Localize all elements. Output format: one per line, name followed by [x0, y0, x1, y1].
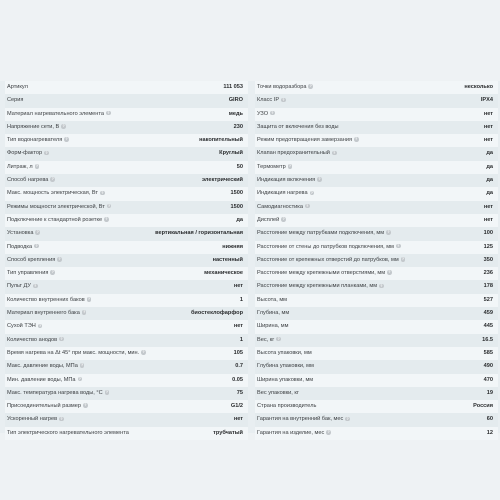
spec-label-text: Расстояние между крепежными планками, мм — [257, 283, 378, 290]
spec-label — [257, 374, 313, 387]
spec-row — [5, 201, 248, 214]
spec-row — [5, 374, 248, 387]
spec-value: да — [236, 216, 243, 223]
spec-label — [7, 280, 38, 293]
spec-label-text: Установка — [7, 230, 34, 237]
spec-value: 527 — [483, 296, 493, 303]
spec-value: да — [486, 190, 493, 197]
info-icon[interactable]: ? — [288, 164, 292, 168]
spec-row — [5, 121, 248, 134]
spec-value: 100 — [483, 230, 493, 237]
spec-row — [5, 347, 248, 360]
spec-row — [255, 427, 498, 440]
spec-label — [7, 347, 146, 360]
spec-row — [255, 347, 498, 360]
info-icon[interactable]: ? — [51, 270, 54, 275]
spec-row — [255, 214, 498, 227]
spec-label — [257, 267, 392, 280]
spec-label-text: Тип электрического нагревательного элемента — [7, 429, 129, 436]
info-icon[interactable]: ? — [277, 336, 280, 341]
spec-label — [7, 161, 39, 174]
spec-value: Круглый — [219, 150, 243, 157]
info-icon[interactable]: ? — [83, 310, 86, 315]
info-icon[interactable]: ? — [81, 363, 84, 368]
spec-label — [7, 81, 28, 94]
spec-value: 585 — [483, 349, 493, 356]
spec-row — [255, 187, 498, 200]
spec-label — [257, 147, 337, 160]
spec-label-text: Форм-фактор — [7, 150, 43, 157]
spec-value: нет — [233, 323, 243, 330]
spec-label — [7, 108, 111, 121]
spec-label-text: Индикация нагрева — [257, 190, 308, 197]
info-icon[interactable]: ? — [105, 390, 109, 395]
spec-value: трубчатый — [213, 429, 243, 436]
spec-value: 1500 — [230, 190, 243, 197]
spec-label-text: Самодиагностика — [257, 203, 303, 210]
spec-label-text: Страна производитель — [257, 403, 317, 410]
spec-label-text: Термометр — [257, 163, 286, 170]
spec-label-text: Тип управления — [7, 270, 49, 277]
spec-row — [5, 254, 248, 267]
spec-row — [5, 334, 248, 347]
spec-value: нет — [483, 110, 493, 117]
spec-label — [7, 134, 69, 147]
spec-label — [7, 427, 129, 440]
spec-row — [255, 387, 498, 400]
info-icon[interactable]: ? — [35, 164, 39, 168]
spec-value: нет — [483, 216, 493, 223]
info-icon[interactable]: ? — [87, 296, 91, 301]
spec-label-text: Артикул — [7, 84, 28, 90]
spec-label — [257, 387, 299, 400]
spec-label — [7, 201, 111, 214]
spec-value: 16.5 — [482, 336, 493, 343]
spec-value: IPX4 — [480, 97, 493, 104]
spec-value: 1 — [239, 336, 243, 343]
info-icon[interactable]: ? — [62, 124, 65, 129]
spec-label — [7, 374, 82, 387]
spec-label-text: Глубина, мм — [257, 310, 290, 317]
spec-label-text: Гарантия на внутренний бак, мес — [257, 416, 344, 423]
spec-row — [255, 94, 498, 107]
spec-label-text: УЗО — [257, 110, 269, 117]
spec-row — [5, 108, 248, 121]
spec-label — [7, 121, 66, 134]
info-icon[interactable]: ? — [107, 110, 110, 115]
spec-row — [255, 227, 498, 240]
spec-label — [257, 201, 310, 214]
spec-label-text: Тип водонагревателя — [7, 137, 63, 144]
spec-label — [257, 427, 331, 440]
spec-value: 105 — [233, 349, 243, 356]
spec-row — [5, 427, 248, 440]
spec-row — [255, 241, 498, 254]
spec-label-text: Гарантия на изделие, мес — [257, 429, 325, 436]
spec-value: 0.05 — [232, 376, 243, 383]
spec-row — [5, 280, 248, 293]
spec-label-text: Литраж, л — [7, 163, 33, 170]
spec-label-text: Макс. давление воды, МПа — [7, 363, 78, 370]
spec-label — [7, 307, 86, 320]
spec-value: 236 — [483, 270, 493, 277]
spec-row — [255, 81, 498, 94]
spec-row — [5, 94, 248, 107]
spec-label-text: Напряжение сети, В — [7, 123, 60, 130]
info-icon[interactable]: ? — [380, 283, 383, 288]
spec-value: 60 — [486, 416, 493, 423]
spec-value: G1/2 — [230, 403, 243, 410]
spec-label-text: Режимы мощности электрической, Вт — [7, 203, 105, 210]
spec-label — [257, 400, 316, 413]
spec-label — [7, 94, 23, 107]
spec-value: 50 — [236, 163, 243, 170]
spec-label — [257, 214, 286, 227]
spec-label — [257, 241, 401, 254]
spec-label — [257, 121, 339, 134]
spec-label-text: Режим предотвращения замерзания — [257, 137, 352, 144]
spec-value: 470 — [483, 376, 493, 383]
spec-label-text: Количество внутренних баков — [7, 296, 85, 303]
spec-row — [5, 134, 248, 147]
spec-label — [257, 347, 312, 360]
spec-label — [257, 360, 314, 373]
spec-label-text: Способ нагрева — [7, 177, 49, 184]
spec-label — [257, 320, 289, 333]
spec-label — [257, 134, 359, 147]
spec-value: 230 — [233, 123, 243, 130]
spec-label-text: Индикация включения — [257, 177, 316, 184]
spec-label-text: Дисплей — [257, 216, 280, 223]
spec-label — [7, 147, 49, 160]
info-icon[interactable]: ? — [39, 323, 42, 328]
spec-row — [255, 413, 498, 426]
spec-row — [5, 187, 248, 200]
spec-label-text: Пульт ДУ — [7, 283, 31, 290]
spec-label-text: Присоединительный размер — [7, 403, 81, 410]
spec-value: 125 — [483, 243, 493, 250]
spec-row — [5, 413, 248, 426]
info-icon[interactable]: ? — [282, 97, 285, 102]
spec-label — [257, 254, 405, 267]
spec-value: GIRO — [228, 97, 243, 104]
spec-label — [7, 413, 64, 426]
spec-row — [255, 161, 498, 174]
spec-label-text: Расстояние между крепежными отверстиями, мм — [257, 270, 386, 277]
spec-label — [257, 161, 292, 174]
spec-label-text: Точки водоразбора — [257, 84, 307, 90]
spec-label — [7, 360, 84, 373]
info-icon[interactable]: ? — [333, 150, 336, 155]
spec-value: несколько — [464, 84, 493, 90]
spec-row — [255, 360, 498, 373]
spec-value: нет — [483, 137, 493, 144]
spec-label — [257, 108, 275, 121]
spec-label-text: Материал внутреннего бака — [7, 310, 80, 317]
info-icon[interactable]: ? — [282, 217, 285, 222]
spec-label — [7, 387, 109, 400]
spec-label — [257, 280, 384, 293]
info-icon[interactable]: ? — [108, 203, 111, 208]
spec-label — [7, 320, 42, 333]
spec-label — [7, 227, 40, 240]
spec-label-text: Класс IP — [257, 97, 280, 104]
spec-label — [257, 334, 281, 347]
spec-column-right — [255, 81, 498, 440]
info-icon[interactable]: ? — [309, 84, 312, 89]
spec-row — [5, 174, 248, 187]
spec-label — [7, 267, 55, 280]
info-icon[interactable]: ? — [34, 283, 37, 288]
spec-value: да — [486, 150, 493, 157]
spec-label-text: Мин. давление воды, МПа — [7, 376, 76, 383]
spec-label-text: Ширина упаковки, мм — [257, 376, 314, 383]
spec-row — [255, 121, 498, 134]
spec-label-text: Вес, кг — [257, 336, 275, 343]
info-icon[interactable]: ? — [327, 429, 330, 434]
info-icon[interactable]: ? — [36, 230, 39, 235]
info-icon[interactable]: ? — [105, 217, 108, 222]
spec-row — [255, 147, 498, 160]
spec-value: 445 — [483, 323, 493, 330]
info-icon[interactable]: ? — [318, 177, 321, 182]
spec-value: 1 — [239, 296, 243, 303]
spec-label-text: Высота, мм — [257, 296, 288, 303]
spec-row — [5, 267, 248, 280]
spec-value: 12 — [486, 429, 493, 436]
spec-value: 0.7 — [235, 363, 243, 370]
spec-row — [255, 307, 498, 320]
spec-row — [5, 400, 248, 413]
info-icon[interactable]: ? — [387, 230, 390, 235]
spec-label — [257, 227, 391, 240]
info-icon[interactable]: ? — [58, 257, 61, 262]
spec-row — [255, 334, 498, 347]
spec-label-text: Подводка — [7, 243, 33, 250]
spec-label-text: Способ крепления — [7, 256, 56, 263]
info-icon[interactable]: ? — [397, 243, 400, 248]
spec-value: да — [486, 163, 493, 170]
spec-label-text: Подключение к стандартной розетке — [7, 216, 103, 223]
spec-row — [5, 241, 248, 254]
spec-value: нет — [233, 416, 243, 423]
spec-label — [257, 413, 350, 426]
spec-row — [255, 374, 498, 387]
spec-row — [255, 108, 498, 121]
spec-label-text: Ускоренный нагрев — [7, 416, 58, 423]
info-icon[interactable]: ? — [51, 177, 54, 182]
info-icon[interactable]: ? — [346, 416, 349, 421]
spec-label-text: Защита от включения без воды — [257, 123, 339, 130]
spec-value: нет — [483, 203, 493, 210]
spec-label-text: Серия — [7, 97, 24, 104]
spec-label-text: Время нагрева на Δt 45° при макс. мощности, мин. — [7, 349, 140, 356]
spec-value: настенный — [212, 256, 243, 263]
spec-value: нет — [483, 123, 493, 130]
spec-row — [5, 307, 248, 320]
spec-label-text: Высота упаковки, мм — [257, 349, 312, 356]
spec-row — [5, 147, 248, 160]
spec-label — [257, 81, 313, 94]
spec-label-text: Расстояние от крепежных отверстий до патрубков, мм — [257, 256, 399, 263]
spec-row — [255, 280, 498, 293]
info-icon[interactable]: ? — [142, 350, 145, 355]
spec-value: накопительный — [199, 137, 243, 144]
spec-label-text: Количество анодов — [7, 336, 58, 343]
info-icon[interactable]: ? — [101, 190, 104, 195]
spec-row — [5, 360, 248, 373]
spec-value: биостеклофарфор — [190, 310, 243, 317]
spec-label-text: Материал нагревательного элемента — [7, 110, 104, 117]
spec-row — [5, 320, 248, 333]
spec-value: механическое — [204, 270, 243, 277]
spec-label-text: Расстояние между патрубками подключения, мм — [257, 230, 385, 237]
spec-label — [7, 214, 109, 227]
spec-label — [257, 94, 286, 107]
spec-label — [257, 294, 287, 307]
spec-value: 459 — [483, 310, 493, 317]
info-icon[interactable]: ? — [84, 403, 87, 408]
spec-label-text: Ширина, мм — [257, 323, 289, 330]
info-icon[interactable]: ? — [306, 203, 309, 208]
spec-row — [5, 81, 248, 94]
info-icon[interactable]: ? — [355, 137, 358, 142]
spec-label-text: Сухой ТЭН — [7, 323, 36, 330]
info-icon[interactable]: ? — [60, 416, 63, 421]
spec-value: медь — [228, 110, 243, 117]
spec-label — [7, 400, 88, 413]
spec-label — [7, 294, 91, 307]
info-icon[interactable]: ? — [65, 137, 68, 142]
spec-label — [7, 254, 62, 267]
spec-column-left — [5, 81, 248, 440]
spec-value: Россия — [473, 403, 493, 410]
spec-label — [7, 334, 64, 347]
spec-label — [257, 307, 289, 320]
spec-row — [5, 227, 248, 240]
spec-row — [5, 214, 248, 227]
info-icon[interactable]: ? — [60, 336, 63, 341]
spec-row — [255, 294, 498, 307]
spec-value: вертикальная / горизонтальная — [155, 230, 243, 237]
spec-label — [257, 187, 314, 200]
spec-row — [255, 320, 498, 333]
spec-value: 350 — [483, 256, 493, 263]
spec-value: 75 — [236, 389, 243, 396]
spec-value: 490 — [483, 363, 493, 370]
spec-label — [7, 174, 55, 187]
spec-value: 19 — [486, 389, 493, 396]
spec-value: 1500 — [230, 203, 243, 210]
info-icon[interactable]: ? — [401, 257, 405, 262]
spec-label — [257, 174, 322, 187]
spec-row — [255, 134, 498, 147]
info-icon[interactable]: ? — [271, 110, 274, 115]
spec-label-text: Макс. температура нагрева воды, °С — [7, 389, 103, 396]
spec-value: электрический — [201, 177, 243, 184]
spec-row — [255, 254, 498, 267]
info-icon[interactable]: ? — [388, 270, 391, 275]
spec-label-text: Расстояние от стены до патрубков подключения, мм — [257, 243, 394, 250]
spec-value: нижняя — [222, 243, 243, 250]
spec-label-text: Вес упаковки, кг — [257, 389, 299, 396]
spec-value: 178 — [483, 283, 493, 290]
info-icon[interactable]: ? — [310, 190, 313, 195]
spec-row — [5, 161, 248, 174]
spec-row — [255, 267, 498, 280]
spec-value: да — [486, 177, 493, 184]
spec-row — [255, 201, 498, 214]
spec-row — [5, 387, 248, 400]
spec-value: 111 053 — [223, 84, 243, 90]
spec-label — [7, 187, 105, 200]
info-icon[interactable]: ? — [78, 376, 81, 381]
spec-value: нет — [233, 283, 243, 290]
spec-label-text: Глубина упаковки, мм — [257, 363, 314, 370]
spec-label-text: Макс. мощность электрическая, Вт — [7, 190, 98, 197]
info-icon[interactable]: ? — [45, 150, 48, 155]
spec-row — [255, 174, 498, 187]
spec-row — [255, 400, 498, 413]
spec-label-text: Клапан предохранительный — [257, 150, 330, 157]
info-icon[interactable]: ? — [35, 243, 38, 248]
spec-label — [7, 241, 39, 254]
spec-row — [5, 294, 248, 307]
